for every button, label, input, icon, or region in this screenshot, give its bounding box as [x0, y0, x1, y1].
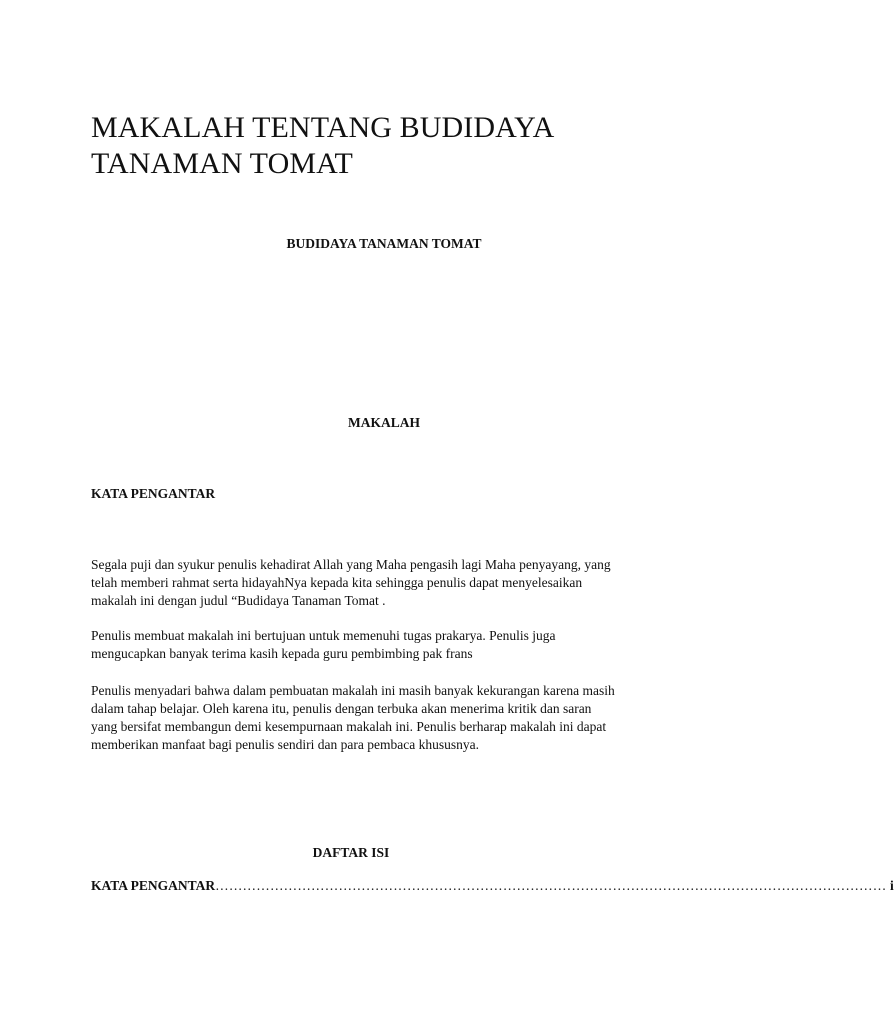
document-type-label: MAKALAH — [348, 415, 420, 430]
kata-pengantar-heading: KATA PENGANTAR — [91, 486, 216, 501]
paragraph-line: telah memberi rahmat serta hidayahNya kepada kita sehingga penulis dapat menyelesaikan — [91, 575, 583, 590]
toc-entry — [91, 878, 894, 894]
paragraph-line: Segala puji dan syukur penulis kehadirat Allah yang Maha pengasih lagi Maha penyayang, yang — [91, 557, 611, 572]
paragraph-line: Penulis membuat makalah ini bertujuan untuk memenuhi tugas prakarya. Penulis juga — [91, 628, 556, 643]
document-title — [91, 110, 711, 182]
paragraph-line: makalah ini dengan judul “Budidaya Tanaman Tomat . — [91, 593, 386, 608]
toc-entry-label: KATA PENGANTAR — [91, 878, 216, 893]
paragraph-3 — [91, 682, 691, 754]
title-line-2: TANAMAN TOMAT — [91, 147, 353, 180]
daftar-isi-heading: DAFTAR ISI — [312, 845, 390, 860]
toc-page-number: i — [890, 878, 894, 893]
paragraph-line: Penulis menyadari bahwa dalam pembuatan makalah ini masih banyak kekurangan karena masih — [91, 683, 615, 698]
paragraph-2 — [91, 627, 691, 663]
title-line-1: MAKALAH TENTANG BUDIDAYA — [91, 111, 555, 144]
paragraph-line: memberikan manfaat bagi penulis sendiri dan para pembaca khususnya. — [91, 737, 479, 752]
paragraph-line: yang bersifat membangun demi kesempurnaan makalah ini. Penulis berharap makalah ini dapat — [91, 719, 607, 734]
toc-leader-dots: ………………………………………………………………………………………………………………………………… — [215, 878, 891, 893]
document-subtitle: BUDIDAYA TANAMAN TOMAT — [286, 236, 482, 251]
paragraph-1 — [91, 556, 691, 610]
paragraph-line: mengucapkan banyak terima kasih kepada guru pembimbing pak frans — [91, 646, 473, 661]
paragraph-line: dalam tahap belajar. Oleh karena itu, penulis dengan terbuka akan menerima kritik dan saran — [91, 701, 592, 716]
